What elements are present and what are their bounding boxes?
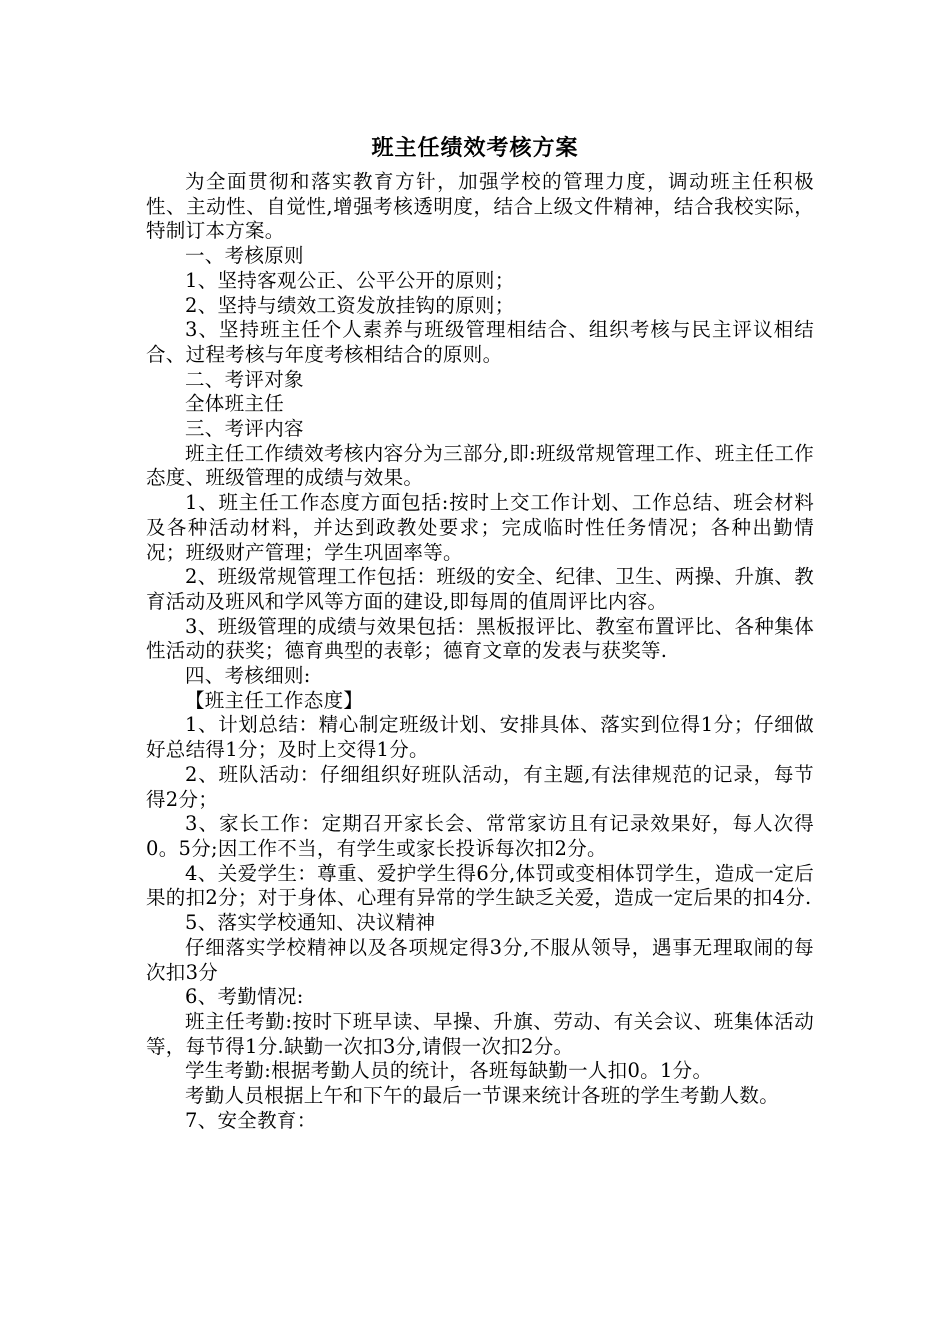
- list-item: 1、坚持客观公正、公平公开的原则；: [185, 268, 515, 292]
- list-item: 6、考勤情况:: [185, 985, 304, 1009]
- paragraph: 学生考勤:根据考勤人员的统计，各班每缺勤一人扣0。1分。: [185, 1059, 713, 1083]
- list-item: 5、落实学校通知、决议精神: [185, 911, 436, 935]
- list-item: 3、家长工作：定期召开家长会、常常家访且有记录效果好，每人次得0。5分;因工作不当，有学生或家长投诉每次扣2分。: [146, 812, 814, 860]
- list-item: 2、班级常规管理工作包括：班级的安全、纪律、卫生、两操、升旗、教育活动及班风和学风等方面的建设,即每周的值周评比内容。: [146, 565, 814, 613]
- list-item: 3、班级管理的成绩与效果包括：黑板报评比、教室布置评比、各种集体性活动的获奖；德育典型的表彰；德育文章的发表与获奖等.: [146, 614, 814, 663]
- list-item: 3、坚持班主任个人素养与班级管理相结合、组织考核与民主评议相结合、过程考核与年度考核相结合的原则。: [146, 318, 814, 366]
- list-item: 2、坚持与绩效工资发放挂钩的原则；: [185, 293, 515, 317]
- document-title: 班主任绩效考核方案: [371, 136, 579, 161]
- list-item: 4、关爱学生：尊重、爱护学生得6分,体罚或变相体罚学生，造成一定后果的扣2分；对于身体、心理有异常的学生缺乏关爱，造成一定后果的扣4分.: [146, 861, 814, 910]
- section-heading: 一、考核原则: [185, 244, 304, 268]
- section-heading: 四、考核细则:: [185, 664, 311, 688]
- paragraph: 考勤人员根据上午和下午的最后一节课来统计各班的学生考勤人数。: [185, 1084, 780, 1108]
- paragraph: 全体班主任: [185, 392, 285, 416]
- subsection-heading: 【班主任工作态度】: [185, 688, 364, 712]
- intro-paragraph: 为全面贯彻和落实教育方针，加强学校的管理力度，调动班主任积极性、主动性、自觉性,增强考核透明度，结合上级文件精神，结合我校实际，特制订本方案。: [146, 170, 814, 243]
- list-item: 1、班主任工作态度方面包括:按时上交工作计划、工作总结、班会材料及各种活动材料，并达到政教处要求；完成临时性任务情况；各种出勤情况；班级财产管理；学生巩固率等。: [146, 491, 814, 564]
- list-item: 1、计划总结：精心制定班级计划、安排具体、落实到位得1分；仔细做好总结得1分；及时上交得1分。: [146, 713, 814, 762]
- paragraph: 仔细落实学校精神以及各项规定得3分,不服从领导，遇事无理取闹的每次扣3分: [146, 935, 814, 984]
- section-heading: 三、考评内容: [185, 417, 304, 441]
- list-item: 7、安全教育：: [185, 1108, 317, 1132]
- section-heading: 二、考评对象: [185, 367, 304, 391]
- document-body: [146, 170, 814, 1133]
- paragraph: 班主任工作绩效考核内容分为三部分,即:班级常规管理工作、班主任工作态度、班级管理的成绩与效果。: [146, 441, 814, 490]
- paragraph: 班主任考勤:按时下班早读、早操、升旗、劳动、有关会议、班集体活动等，每节得1分.缺勤一次扣3分,请假一次扣2分。: [146, 1009, 814, 1058]
- list-item: 2、班队活动：仔细组织好班队活动，有主题,有法律规范的记录，每节得2分；: [146, 762, 814, 811]
